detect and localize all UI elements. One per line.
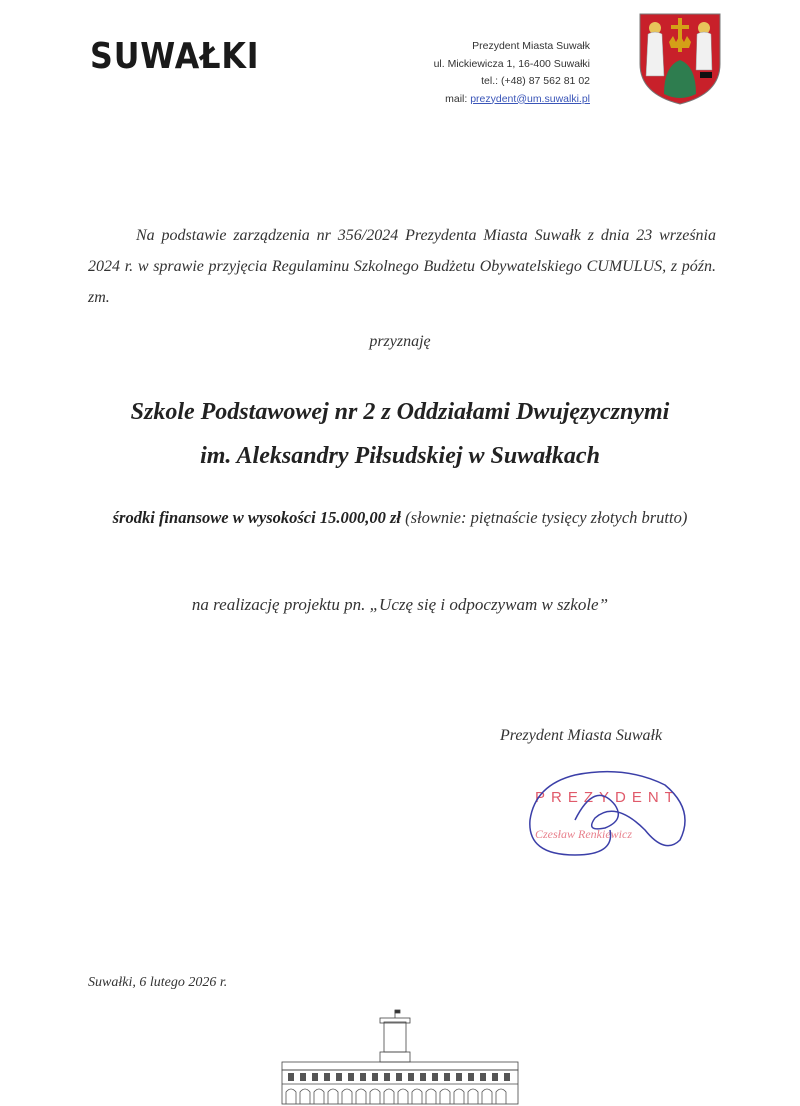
contact-block — [434, 38, 590, 108]
stamp-name: Czesław Renkiewicz — [535, 827, 632, 841]
amount-in-words: (słownie: piętnaście tysięcy złotych brutto) — [400, 508, 688, 527]
stamp-title: PREZYDENT — [535, 789, 680, 806]
email-link[interactable]: prezydent@um.suwalki.pl — [470, 92, 590, 105]
contact-address: ul. Mickiewicza 1, 16-400 Suwałki — [433, 57, 590, 70]
signature-stamp — [515, 760, 695, 870]
handwritten-signature — [530, 772, 685, 855]
project-name: na realizację projektu pn. „Uczę się i odpoczywam w szkole” — [191, 595, 609, 614]
grant-verb: przyznaję — [369, 333, 431, 350]
contact-mail-row: mail: prezydent@um.suwalki.pl — [445, 92, 590, 105]
signer-title: Prezydent Miasta Suwałk — [500, 727, 663, 744]
legal-basis-paragraph: Na podstawie zarządzenia nr 356/2024 Prezydenta Miasta Suwałk z dnia 23 września 2024 r. w sprawie przyjęcia Regulaminu Szkolnego Budżetu Obywatelskiego CUMULUS, z późn. zm. — [88, 227, 716, 306]
contact-phone: tel.: (+48) 87 562 81 02 — [481, 75, 590, 87]
document-date: Suwałki, 6 lutego 2026 r. — [88, 975, 228, 990]
recipient-line-1: Szkole Podstawowej nr 2 z Oddziałami Dwujęzycznymi — [130, 399, 670, 425]
amount-value: środki finansowe w wysokości 15.000,00 zł — [112, 508, 401, 527]
suwalki-logo: SUWAŁKI — [90, 36, 260, 77]
town-hall-illustration — [280, 1008, 520, 1106]
recipient-name — [0, 390, 800, 478]
coat-of-arms-icon — [638, 12, 722, 106]
grant-amount — [0, 502, 800, 534]
recipient-line-2: im. Aleksandry Piłsudskiej w Suwałkach — [200, 443, 600, 469]
contact-office: Prezydent Miasta Suwałk — [472, 40, 590, 52]
